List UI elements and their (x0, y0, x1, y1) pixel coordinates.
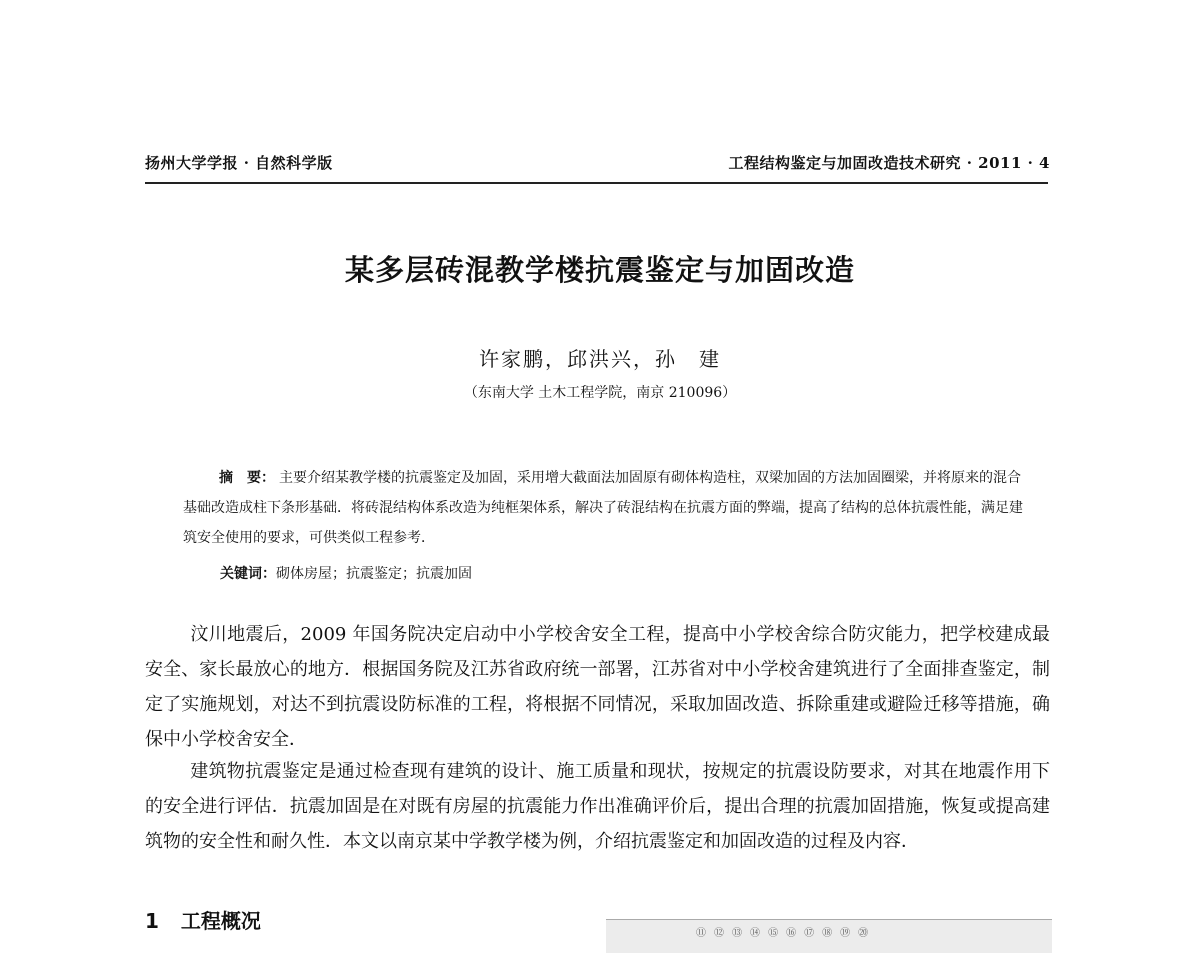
figure-fragment (606, 919, 1052, 953)
article-affiliation: （东南大学 土木工程学院，南京 210096） (463, 385, 737, 401)
section-heading (145, 905, 261, 934)
section-title: 工程概况 (180, 909, 261, 933)
body-paragraph-2 (145, 754, 1050, 859)
journal-name: 扬州大学学报 · 自然科学版 (145, 154, 333, 172)
keywords (220, 559, 472, 589)
column-header: 工程结构鉴定与加固改造技术研究 · 2011 · 4 (728, 154, 1050, 172)
keywords-label: 关键词： (220, 566, 276, 582)
abstract-label: 摘 要： (219, 470, 275, 486)
keywords-text: 砌体房屋；抗震鉴定；抗震加固 (276, 566, 472, 582)
article-authors: 许家鹏，邱洪兴，孙 建 (479, 347, 721, 371)
header-rule (145, 182, 1048, 184)
abstract (183, 463, 1033, 553)
article-title: 某多层砖混教学楼抗震鉴定与加固改造 (344, 253, 855, 287)
section-number: 1 (145, 909, 159, 933)
abstract-text: 主要介绍某教学楼的抗震鉴定及加固，采用增大截面法加固原有砌体构造柱，双梁加固的方法加固圈梁，并将原来的混合基础改造成柱下条形基础．将砖混结构体系改造为纯框架体系，解决了砖混结构在抗震方面的弊端，提高了结构的总体抗震性能，满足建筑安全使用的要求，可供类似工程参考． (183, 470, 1023, 546)
paragraph-1-text: 汶川地震后，2009 年国务院决定启动中小学校舍安全工程，提高中小学校舍综合防灾能力，把学校建成最安全、家长最放心的地方．根据国务院及江苏省政府统一部署，江苏省对中小学校舍建筑进行了全面排查鉴定，制定了实施规划，对达不到抗震设防标准的工程，将根据不同情况，采取加固改造、拆除重建或避险迁移等措施，确保中小学校舍安全． (145, 624, 1050, 750)
figure-axis-marks: ⑪ ⑫ ⑬ ⑭ ⑮ ⑯ ⑰ ⑱ ⑲ ⑳ (696, 928, 870, 939)
paragraph-2-text: 建筑物抗震鉴定是通过检查现有建筑的设计、施工质量和现状，按规定的抗震设防要求，对其在地震作用下的安全进行评估．抗震加固是在对既有房屋的抗震能力作出准确评价后，提出合理的抗震加固措施，恢复或提高建筑物的安全性和耐久性．本文以南京某中学教学楼为例，介绍抗震鉴定和加固改造的过程及内容． (145, 761, 1050, 852)
body-paragraph-1 (145, 617, 1050, 757)
